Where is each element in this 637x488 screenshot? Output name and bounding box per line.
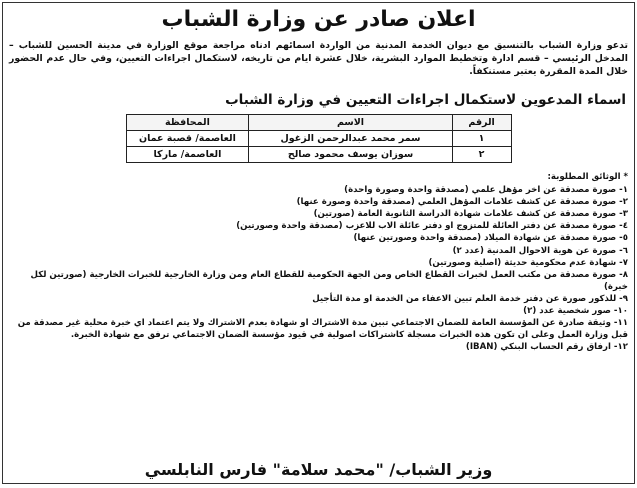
list-item: ٥- صورة مصدقة عن شهادة الميلاد (مصدقة واحدة وصورتين عنها) — [353, 233, 628, 244]
row-number: ١ — [452, 131, 511, 147]
table-row — [126, 147, 511, 163]
list-item: ٨- صورة مصدقة من مكتب العمل لخبرات القطاع الخاص ومن الجهة الحكومية للقطاع العام ومن وزارة الخارجية للخبرات الخارجية (صورتين لكل خبرة) — [30, 269, 628, 292]
list-item: ١١- وثيقة صادرة عن المؤسسة العامة للضمان الاجتماعي تبين مدة الاشتراك او شهادة بعدم الاشتراك ولا يتم اعتماد اي خبرة محلية غير مصدقة من قبل وزارة العمل وعلى ان تكون هذه الخبرات مسجلة كاشتراكات اصولية في قيود مؤسسة الضمان الاجتماعي ترفق مع شهادة الخبرة. — [17, 318, 628, 341]
announcement-intro: تدعو وزارة الشباب بالتنسيق مع ديوان الخدمة المدنية من الواردة اسمائهم ادناه مراجعة موقع الوزارة في مدينة الحسين للشباب – المدخل الرئيسي – قسم ادارة وتخطيط الموارد البشرية، خلال عشرة ايام من تاريخه، لاستكمال اجراءات التعيين، وفي حال عدم الحضور خلال المدة المقررة يعتبر مستنكفاً. — [9, 40, 628, 77]
row-governorate: العاصمة/ قصبة عمان — [126, 131, 249, 147]
documents-title: * الوثائق المطلوبة: — [547, 172, 628, 182]
invitees-table — [126, 114, 512, 163]
announcement-page — [2, 2, 635, 484]
list-item: ٤- صورة مصدقة عن دفتر العائلة للمتزوج او دفتر عائلة الاب للاعزب (مصدقة واحدة وصورتين) — [236, 221, 628, 232]
table-row — [126, 131, 511, 147]
documents-list — [9, 184, 628, 353]
table-header-row — [126, 115, 511, 131]
list-item: ١٢- ارفاق رقم الحساب البنكي (IBAN) — [465, 342, 628, 353]
required-documents — [3, 171, 634, 353]
list-item: ٩- للذكور صورة عن دفتر خدمة العلم تبين الاعفاء من الخدمة او مدة التأجيل — [312, 293, 628, 304]
row-governorate: العاصمة/ ماركا — [126, 147, 249, 163]
list-item: ١- صورة مصدقة عن اخر مؤهل علمي (مصدقة واحدة وصورة واحدة) — [344, 185, 628, 196]
list-item: ٦- صورة عن هوية الاحوال المدنية (عدد ٢) — [452, 245, 628, 256]
list-item: ٧- شهادة عدم محكومية حديثة (اصلية وصورتين) — [428, 257, 628, 268]
header-name: الاسم — [249, 115, 452, 131]
row-name: سمر محمد عبدالرحمن الزغول — [249, 131, 452, 147]
row-name: سوزان يوسف محمود صالح — [249, 147, 452, 163]
minister-signature: وزير الشباب/ "محمد سلامة" فارس النابلسي — [144, 460, 493, 479]
row-number: ٢ — [452, 147, 511, 163]
announcement-title: اعلان صادر عن وزارة الشباب — [161, 7, 476, 32]
header-governorate: المحافظة — [126, 115, 249, 131]
list-item: ٢- صورة مصدقة عن كشف علامات المؤهل العلمي (مصدقة واحدة وصورة عنها) — [296, 197, 628, 208]
invitees-heading: اسماء المدعوين لاستكمال اجراءات التعيين في وزارة الشباب — [225, 92, 626, 108]
header-number: الرقم — [452, 115, 511, 131]
list-item: ١٠- صور شخصية عدد (٢) — [523, 306, 628, 317]
list-item: ٣- صورة مصدقة عن كشف علامات شهادة الدراسة الثانوية العامة (صورتين) — [313, 209, 628, 220]
